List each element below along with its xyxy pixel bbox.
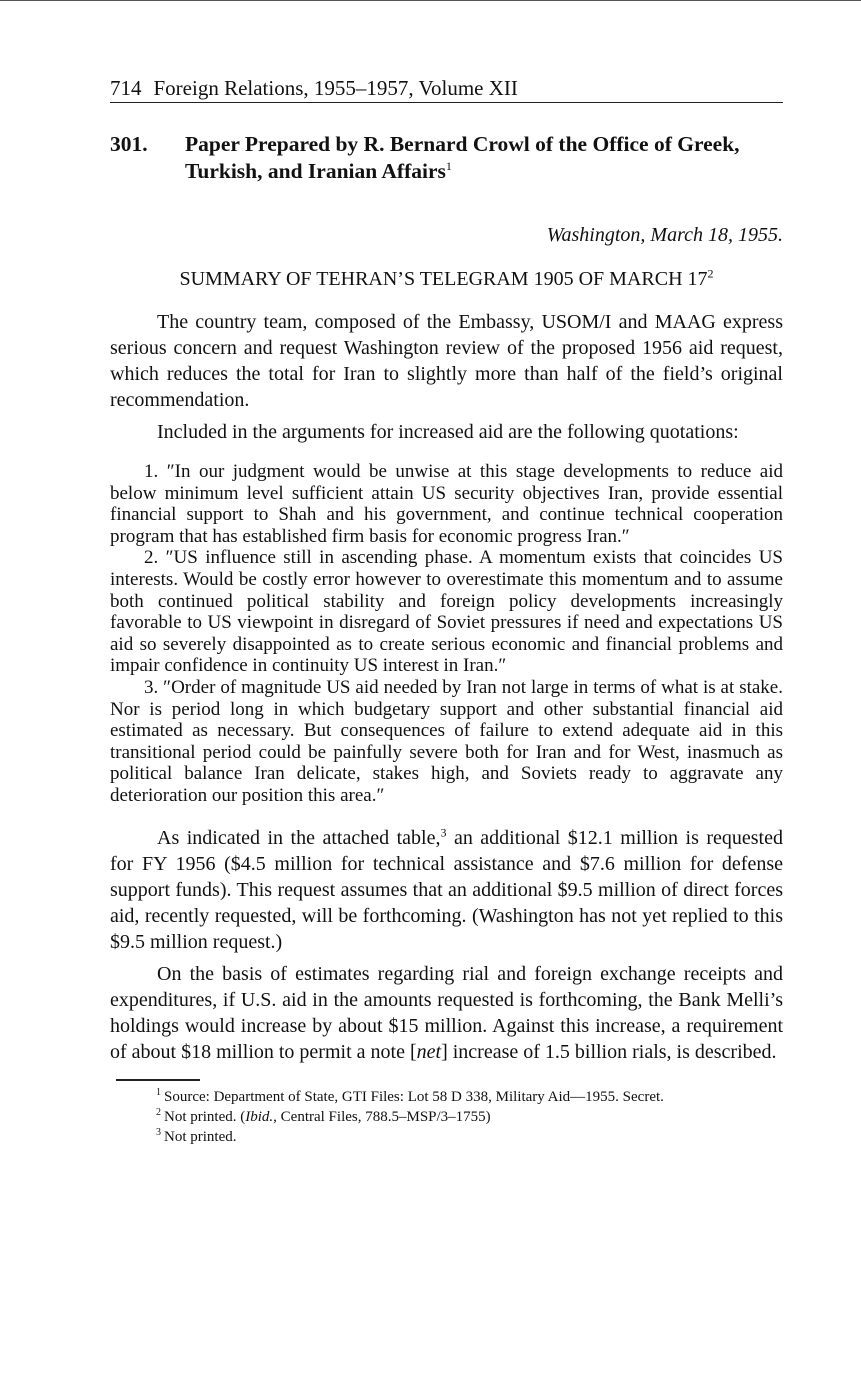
footnote-divider [116,1079,200,1081]
document-title-block [185,131,783,185]
footnote-3-text: Not printed. [164,1128,237,1145]
document-page [110,74,783,1147]
quotations-block [110,461,783,807]
footnote-1-number: 1 [156,1086,161,1098]
footnote-2-text-start: Not printed. ( [164,1108,246,1125]
summary-heading [110,265,783,293]
running-head [110,74,783,103]
paragraph-3-rest: an additional $12.1 million is requested for FY 1956 ($4.5 million for technical assistance and $7.6 million for defense support funds). This request assumes that an additional $9.5 million of direct forces aid, recently requested, will be forthcoming. (Washington has not yet replied to this $9.5 million request.) [110,826,783,953]
paragraph-2: Included in the arguments for increased aid are the following quotations: [157,421,739,443]
page-top-edge [0,0,861,1]
paragraph-4-rest: ] increase of 1.5 billion rials, is described. [441,1040,777,1063]
footnote-1 [156,1087,783,1107]
footnote-ref-3: 3 [440,824,447,839]
place-date-line: Washington, March 18, 1955. [546,224,783,246]
volume-title: Foreign Relations, 1955–1957, Volume XII [153,76,518,100]
footnote-3-number: 3 [156,1126,161,1138]
footnote-2-italic: Ibid. [245,1108,274,1125]
footnote-3 [156,1127,783,1147]
paragraph-3-start: As indicated in the attached table, [157,826,441,849]
paragraph-1: The country team, composed of the Embassy, USOM/I and MAAG express serious concern and request Washington review of the proposed 1956 aid request, which reduces the total for Iran to slightly more than half of the field’s original recommendation. [110,311,783,411]
quotation-2: 2. ″US influence still in ascending phase. A momentum exists that coincides US interests. Would be costly error however to overestimate this momentum and to assume both continued political stability and foreign policy developments increasingly favorable to US viewpoint in disregard of Soviet pressures if need and expectations US aid so severely disappointed as to create serious economic and financial problems and impair confidence in continuity US interest in Iran.″ [110,547,783,677]
footnotes [110,1087,783,1147]
footnote-2-text-rest: , Central Files, 788.5–MSP/3–1755) [273,1108,491,1125]
page-number: 714 [110,76,142,100]
quotation-3: 3. ″Order of magnitude US aid needed by Iran not large in terms of what is at stake. Nor is period long in which budgetary support and other substantial financial aid estimated as necessary. But consequences of failure to extend adequate aid in this transitional period could be painfully severe both for Iran and for West, inasmuch as political balance Iran delicate, stakes high, and Soviets ready to aggravate any deterioration our position this area.″ [110,676,783,806]
document-number: 301. [110,132,148,156]
footnote-ref-1: 1 [445,158,452,173]
document-heading [110,131,783,185]
paragraph-4-italic: net [416,1040,442,1063]
document-title: Paper Prepared by R. Bernard Crowl of the Office of Greek, Turkish, and Iranian Affairs [185,132,740,183]
paragraph-3 [110,825,783,955]
footnote-ref-2: 2 [707,266,714,281]
footnote-2-number: 2 [156,1106,161,1118]
paragraph-4 [110,961,783,1065]
quotation-1: 1. ″In our judgment would be unwise at this stage developments to reduce aid below minimum level sufficient attain US security objectives Iran, provide essential financial support to Shah and his government, and continue technical cooperation program that has established firm basis for economic progress Iran.″ [110,461,783,547]
summary-title: SUMMARY OF TEHRAN’S TELEGRAM 1905 OF MARCH 17 [179,268,708,290]
paragraph-4-start: On the basis of estimates regarding rial and foreign exchange receipts and expenditures, if U.S. aid in the amounts requested is forthcoming, the Bank Melli’s holdings would increase by about $15 million. Against this increase, a requirement of about $18 million to permit a note [ [110,962,783,1063]
footnote-2 [156,1107,783,1127]
footnote-1-text: Source: Department of State, GTI Files: Lot 58 D 338, Military Aid—1955. Secret. [164,1088,664,1105]
